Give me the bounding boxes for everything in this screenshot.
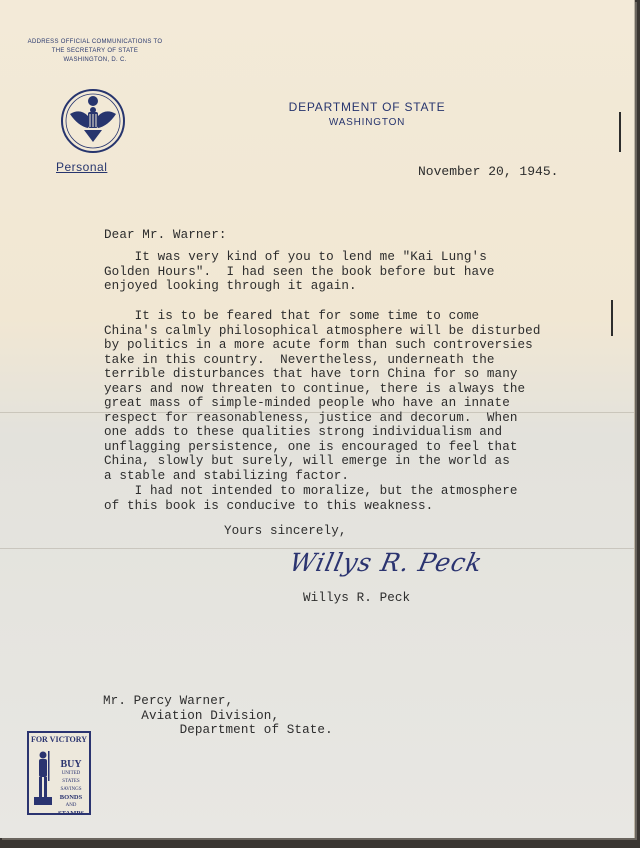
ink-mark (619, 112, 621, 152)
department-name: DEPARTMENT OF STATE (288, 100, 446, 114)
closing: Yours sincerely, (224, 524, 347, 538)
body-paragraph: It is to be feared that for some time to come China's calmly philosophical atmosphere will be disturbed by politics in a more acute form than such controversies take in this country. Nevertheless, underneath the terrible disturbances that have torn China for so many years and now threaten to continue, there is always the great mass of simple-minded people who have an innate respect for reasonableness, justice and decorum. When one adds to these qualities strong individualism and unflagging persistence, one is encouraged to feel that China, slowly but surely, will emerge in the world as a stable and stabilizing factor. (104, 309, 541, 483)
stamp-stamps: STAMPS (58, 810, 84, 817)
minuteman-icon (32, 747, 54, 807)
stamp-line: UNITED (61, 771, 81, 776)
handwritten-signature: Willys R. Peck (286, 548, 486, 577)
stamp-buy: BUY (60, 759, 82, 770)
stamp-slogan: FOR VICTORY (30, 735, 88, 744)
stamp-line: STATES (62, 779, 80, 784)
body-paragraph: I had not intended to moralize, but the atmosphere of this book is conducive to this weakness. (104, 484, 518, 513)
body-paragraph: It was very kind of you to lend me "Kai Lung's Golden Hours". I had seen the book before but have enjoyed looking through it again. (104, 250, 495, 293)
instruction-line: WASHINGTON, D. C. (63, 57, 127, 63)
stamp-bonds: BONDS (59, 794, 83, 801)
war-bonds-stamp (27, 731, 91, 815)
stamp-line: SAVINGS (60, 787, 82, 792)
stamp-text (55, 759, 87, 818)
instruction-line: THE SECRETARY OF STATE (51, 48, 139, 54)
instruction-line: ADDRESS OFFICIAL COMMUNICATIONS TO (27, 39, 163, 45)
addressee-block: Mr. Percy Warner, Aviation Division, Department of State. (103, 694, 333, 737)
ink-mark (611, 300, 613, 336)
great-seal-icon (60, 88, 126, 154)
salutation: Dear Mr. Warner: (104, 228, 227, 242)
letterhead-title (282, 100, 452, 128)
signer-name: Willys R. Peck (303, 591, 411, 605)
stamp-and: AND (65, 803, 77, 808)
address-instructions (0, 38, 190, 65)
department-city: WASHINGTON (328, 117, 406, 128)
personal-marking: Personal (56, 160, 108, 174)
letter-date: November 20, 1945. (418, 164, 559, 179)
